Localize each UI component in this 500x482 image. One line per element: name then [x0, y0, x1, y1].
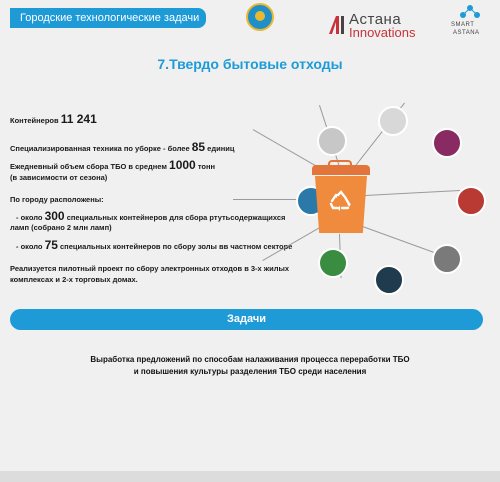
light-bulb-icon	[374, 265, 404, 295]
batteries-pack-icon	[317, 126, 347, 156]
tasks-line-1: Выработка предложений по способам налаживания процесса переработки ТБО	[90, 355, 410, 364]
plastic-bottle-icon	[432, 128, 462, 158]
bin-lid	[312, 165, 370, 175]
containers-fact: Контейнеров 11 241	[10, 112, 97, 126]
smart-logo-line1: SMART	[451, 22, 475, 28]
containers-count: 11 241	[60, 112, 97, 126]
smart-logo-line2: ASTANA	[453, 30, 480, 36]
lamps-fact: - около 300 специальных контейнеров для сбора ртутьсодержащихся	[16, 209, 286, 223]
partner-logo-title: Астана	[349, 11, 402, 28]
ash-fact: - около 75 специальных контейнеров по сбору золы вв частном секторе	[16, 238, 293, 252]
partner-logo-subtitle: Innovations	[349, 25, 416, 40]
section-title: 7.Твердо бытовые отходы	[157, 56, 343, 72]
ray-line	[365, 190, 460, 196]
city-placed-heading: По городу расположены:	[10, 195, 104, 204]
pilot-line-1: Реализуется пилотный проект по сбору электронных отходов в 3-х жилых	[10, 264, 290, 273]
city-emblem-logo	[246, 3, 274, 31]
batteries-icon	[456, 186, 486, 216]
bottom-stripe	[0, 471, 500, 482]
tasks-line-2: и повышения культуры разделения ТБО среди населения	[133, 367, 367, 376]
tasks-heading-bar: Задачи	[10, 309, 483, 330]
tasks-description	[0, 354, 500, 378]
astana-innovations-logo-mark	[327, 14, 349, 36]
pilot-line-2: комплексах и 2-х торговых домах.	[10, 275, 138, 284]
daily-volume-fact: Ежедневный объем сбора ТБО в среднем 1000 тонн	[10, 158, 216, 172]
ray-line	[253, 129, 323, 170]
lamps-note: ламп (собрано 2 млн ламп)	[10, 223, 112, 232]
recycle-icon	[328, 190, 354, 216]
category-tag: Городские технологические задачи	[10, 8, 206, 28]
electronics-icon	[318, 248, 348, 278]
food-waste-icon	[378, 106, 408, 136]
glass-bottle-icon	[432, 244, 462, 274]
smart-astana-icon	[458, 3, 482, 21]
ray-line	[360, 225, 437, 254]
daily-volume-note: (в зависимости от сезона)	[10, 173, 108, 182]
vehicles-fact: Специализированная техника по уборке - более 85 единиц	[10, 140, 235, 154]
